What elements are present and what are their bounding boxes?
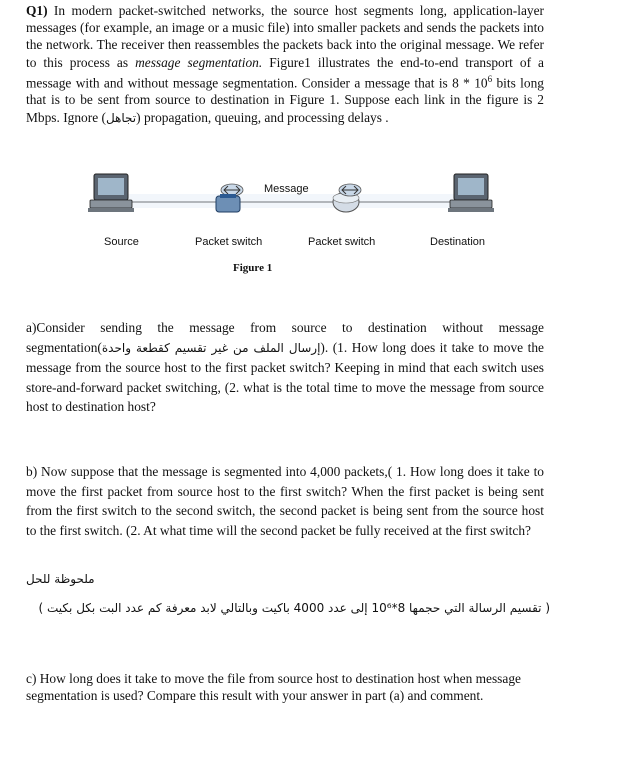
question-1-exponent: 6 xyxy=(487,73,493,84)
source-label: Source xyxy=(104,236,139,248)
part-c xyxy=(26,670,544,705)
message-envelope-icon-2 xyxy=(339,184,361,196)
destination-label: Destination xyxy=(430,236,486,248)
part-b xyxy=(26,462,544,540)
message-label: Message xyxy=(264,183,309,195)
packet-switch-1-icon xyxy=(216,194,240,212)
part-a xyxy=(26,318,544,417)
question-1-italic: message segmentation. xyxy=(135,54,263,70)
question-1-text: In modern packet-switched networks, the source host segments long, application-layer messages (for example, an image or a music file) into smaller packets and sends the packets into the network. The receiver then reassembles the packets back into the original message. We refer to this process as xyxy=(26,3,544,70)
figure-caption: Figure 1 xyxy=(233,262,273,274)
destination-computer-icon xyxy=(448,174,494,212)
network-figure xyxy=(88,168,508,260)
switch2-label: Packet switch xyxy=(308,236,376,248)
question-1-text4: ) propagation, queuing, and processing delays . xyxy=(136,109,389,125)
background-ribbon xyxy=(128,194,458,208)
part-a-arabic: إرسال الملف من غير تقسيم كقطعة واحدة xyxy=(101,340,321,355)
part-a-text1: a)Consider sending the message from source to destination without message segmentation( xyxy=(26,320,544,355)
switch1-label: Packet switch xyxy=(195,236,263,248)
question-1 xyxy=(26,2,544,127)
question-1-label: Q1) xyxy=(26,3,48,18)
question-1-arabic: تجاهل xyxy=(105,110,137,125)
solution-note-line: ( تقسيم الرسالة التي حجمها 8*10⁶ إلى عدد 4000 باكيت وبالتالي لابد معرفة كم عدد البت بكل بكيت ) xyxy=(38,601,550,615)
part-a-text2: ). (1. How long does it take to move the message from the source host to the first packet switch? Keeping in mind that each switch uses store-and-forward packet switching, (2. what is the total time to move the message from source host to destination host? xyxy=(26,339,544,415)
question-1-text2: Figure1 illustrates the end-to-end transport of a message with and without message segmentation. Consider a message that is 8 * 10 xyxy=(26,54,544,91)
part-c-text: c) How long does it take to move the file from source host to destination host when message segmentation is used? Compare this result with your answer in part (a) and comment. xyxy=(26,671,521,704)
question-1-text3: bits long that is to be sent from source to destination in Figure 1. Suppose each link in the figure is 2 Mbps. Ignore ( xyxy=(26,75,544,125)
part-b-text: b) Now suppose that the message is segmented into 4,000 packets,( 1. How long does it take to move the first packet from source host to the first switch? When the first packet is being sent from the first switch to the second switch, the second packet is being sent from the source host to the first switch. (2. At what time will the second packet be fully received at the first switch? xyxy=(26,464,544,538)
source-computer-icon xyxy=(88,174,134,212)
solution-note-heading: ملحوظة للحل xyxy=(26,572,95,586)
